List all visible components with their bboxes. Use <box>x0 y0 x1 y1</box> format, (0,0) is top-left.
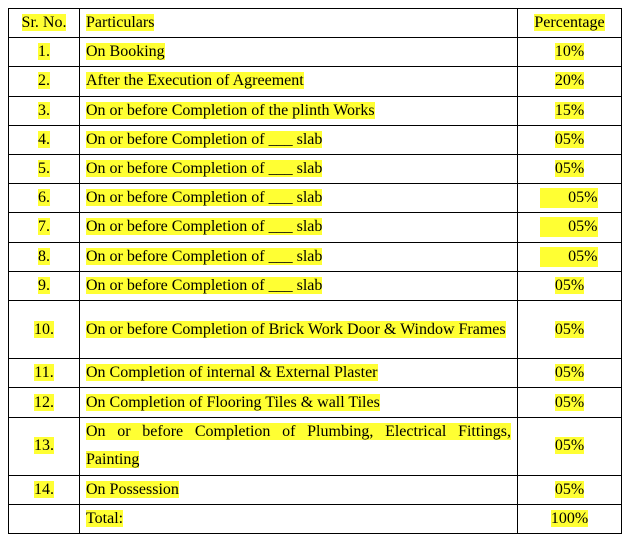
total-label: Total: <box>80 505 518 534</box>
total-sr-no <box>9 505 80 534</box>
row-particulars: On Possession <box>80 476 518 505</box>
row-percentage: 05% <box>518 213 622 242</box>
row-particulars: On or before Completion of the plinth Works <box>80 96 518 125</box>
row-sr-no: 11. <box>9 359 80 388</box>
row-sr-no: 7. <box>9 213 80 242</box>
header-sr-no: Sr. No. <box>9 9 80 38</box>
table-row <box>9 125 622 154</box>
row-sr-no: 9. <box>9 271 80 300</box>
row-sr-no: 13. <box>9 417 80 475</box>
row-percentage: 10% <box>518 38 622 67</box>
row-particulars: On or before Completion of Plumbing, Electrical Fittings, Painting <box>80 417 518 475</box>
row-particulars: On Completion of Flooring Tiles & wall Tiles <box>80 388 518 417</box>
header-particulars: Particulars <box>80 9 518 38</box>
payment-schedule <box>8 8 622 534</box>
table-row <box>9 417 622 475</box>
table-row <box>9 213 622 242</box>
row-particulars: On or before Completion of ___ slab <box>80 125 518 154</box>
row-percentage: 05% <box>518 388 622 417</box>
table-row <box>9 359 622 388</box>
row-particulars: On or before Completion of ___ slab <box>80 242 518 271</box>
table-row <box>9 184 622 213</box>
total-row <box>9 505 622 534</box>
row-particulars: On or before Completion of Brick Work Door & Window Frames <box>80 300 518 358</box>
row-sr-no: 2. <box>9 67 80 96</box>
payment-schedule-table <box>8 8 622 534</box>
row-particulars: On Booking <box>80 38 518 67</box>
table-row <box>9 271 622 300</box>
table-row <box>9 96 622 125</box>
total-percentage: 100% <box>518 505 622 534</box>
row-sr-no: 1. <box>9 38 80 67</box>
row-particulars: On or before Completion of ___ slab <box>80 213 518 242</box>
row-sr-no: 3. <box>9 96 80 125</box>
row-sr-no: 5. <box>9 154 80 183</box>
row-sr-no: 8. <box>9 242 80 271</box>
row-percentage: 20% <box>518 67 622 96</box>
row-particulars: On or before Completion of ___ slab <box>80 271 518 300</box>
row-percentage: 05% <box>518 476 622 505</box>
row-percentage: 05% <box>518 242 622 271</box>
row-particulars: After the Execution of Agreement <box>80 67 518 96</box>
table-row <box>9 300 622 358</box>
row-percentage: 05% <box>518 154 622 183</box>
row-particulars: On or before Completion of ___ slab <box>80 154 518 183</box>
row-percentage: 05% <box>518 359 622 388</box>
table-row <box>9 476 622 505</box>
row-percentage: 15% <box>518 96 622 125</box>
row-percentage: 05% <box>518 271 622 300</box>
row-sr-no: 6. <box>9 184 80 213</box>
table-row <box>9 67 622 96</box>
row-percentage: 05% <box>518 300 622 358</box>
table-row <box>9 154 622 183</box>
row-percentage: 05% <box>518 417 622 475</box>
row-particulars: On Completion of internal & External Plaster <box>80 359 518 388</box>
table-row <box>9 38 622 67</box>
row-percentage: 05% <box>518 184 622 213</box>
header-percentage: Percentage <box>518 9 622 38</box>
table-header-row <box>9 9 622 38</box>
row-sr-no: 14. <box>9 476 80 505</box>
row-particulars: On or before Completion of ___ slab <box>80 184 518 213</box>
row-sr-no: 10. <box>9 300 80 358</box>
table-row <box>9 242 622 271</box>
row-percentage: 05% <box>518 125 622 154</box>
table-row <box>9 388 622 417</box>
row-sr-no: 4. <box>9 125 80 154</box>
row-sr-no: 12. <box>9 388 80 417</box>
